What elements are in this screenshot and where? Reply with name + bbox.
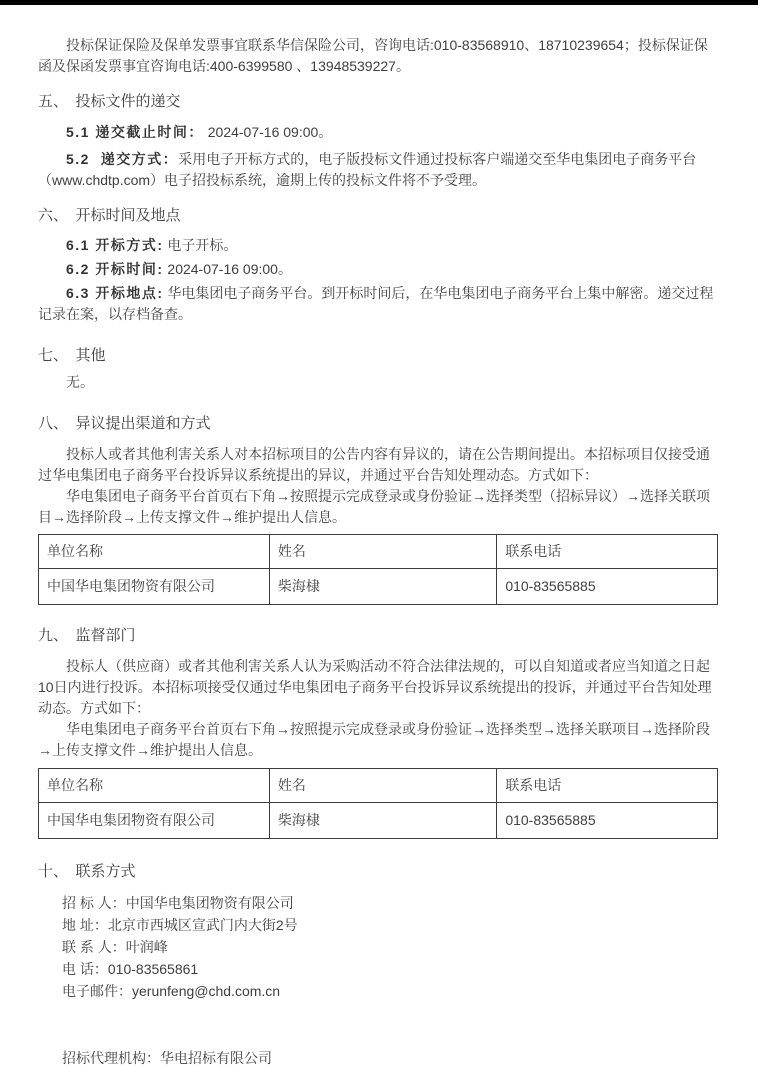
item-5-2 xyxy=(38,149,718,191)
document-content xyxy=(0,5,758,1069)
contact-value: 中国华电集团物资有限公司 xyxy=(125,895,294,911)
section-8-heading: 八、 异议提出渠道和方式 xyxy=(38,415,211,432)
table-cell-unit-name: 中国华电集团物资有限公司 xyxy=(39,803,270,839)
item-6-1-label: 6.1 开标方式: xyxy=(66,237,164,253)
contact-value: yerunfeng@chd.com.cn xyxy=(132,983,281,999)
contact-line-phone xyxy=(62,958,718,980)
item-5-2-value: 采用电子开标方式的，电子版投标文件通过投标客户端递交至华电集团电子商务平台（www.chdtp.com）电子招投标系统，逾期上传的投标文件将不予受理。 xyxy=(38,151,697,188)
contact-value: 北京市西城区宣武门内大街2号 xyxy=(107,917,298,933)
item-6-2-value: 2024-07-16 09:00。 xyxy=(163,261,292,277)
contact-info-block xyxy=(38,892,718,1002)
section-7-body: 无。 xyxy=(66,374,94,390)
section-6-heading: 六、 开标时间及地点 xyxy=(38,207,181,224)
contact-line-tenderer xyxy=(62,892,718,914)
item-6-1 xyxy=(38,235,718,256)
section-8-paragraph-1: 投标人或者其他利害关系人对本招标项目的公告内容有异议的，请在公告期间提出。本招标项目仅接受通过华电集团电子商务平台投诉异议系统提出的异议，并通过平台告知处理动态。方式如下： xyxy=(38,446,710,483)
item-5-1 xyxy=(38,122,718,143)
table-header-unit-name: 单位名称 xyxy=(39,769,270,803)
item-5-1-value: 2024-07-16 09:00。 xyxy=(203,124,333,140)
table-cell-phone: 010-83565885 xyxy=(497,569,718,605)
item-6-3-label: 6.3 开标地点: xyxy=(66,285,164,301)
section-5-heading: 五、 投标文件的递交 xyxy=(38,93,181,110)
item-6-2 xyxy=(38,259,718,280)
table-header-unit-name: 单位名称 xyxy=(39,535,270,569)
contact-line-address xyxy=(62,914,718,936)
table-row xyxy=(39,803,718,839)
contact-value: 010-83565861 xyxy=(107,961,199,977)
section-9-heading: 九、 监督部门 xyxy=(38,627,136,644)
objection-contact-table xyxy=(38,534,718,605)
section-7-heading: 七、 其他 xyxy=(38,347,106,364)
table-header-name: 姓名 xyxy=(269,769,496,803)
table-cell-name: 柴海棣 xyxy=(269,569,496,605)
section-9-paragraph-1: 投标人（供应商）或者其他利害关系人认为采购活动不符合法律法规的，可以自知道或者应当知道之日起10日内进行投诉。本招标项接受仅通过华电集团电子商务平台投诉异议系统提出的投诉，并通过平台告知处理动态。方式如下： xyxy=(38,658,712,716)
agency-line: 招标代理机构：华电招标有限公司 xyxy=(62,1050,272,1066)
contact-label: 招 标 人： xyxy=(62,895,126,911)
table-cell-name: 柴海棣 xyxy=(269,803,496,839)
section-9-paragraph-2: 华电集团电子商务平台首页右下角→按照提示完成登录或身份验证→选择类型→选择关联项目→选择阶段→上传支撑文件→维护提出人信息。 xyxy=(38,721,710,758)
intro-paragraph: 投标保证保险及保单发票事宜联系华信保险公司，咨询电话:010-83568910、18710239654；投标保证保函及保函发票事宜咨询电话:400-6399580 、13948539227。 xyxy=(38,37,708,74)
table-cell-unit-name: 中国华电集团物资有限公司 xyxy=(39,569,270,605)
table-header-row xyxy=(39,769,718,803)
contact-label: 地 址： xyxy=(62,917,108,933)
item-5-1-label: 5.1 递交截止时间： xyxy=(66,124,204,140)
section-8-paragraph-2: 华电集团电子商务平台首页右下角→按照提示完成登录或身份验证→选择类型（招标异议）→选择关联项目→选择阶段→上传支撑文件→维护提出人信息。 xyxy=(38,488,710,525)
contact-label: 电子邮件： xyxy=(62,983,132,999)
table-cell-phone: 010-83565885 xyxy=(497,803,718,839)
table-header-row xyxy=(39,535,718,569)
item-6-2-label: 6.2 开标时间: xyxy=(66,261,164,277)
contact-label: 电 话： xyxy=(62,961,108,977)
table-header-name: 姓名 xyxy=(269,535,496,569)
item-6-3 xyxy=(38,283,718,325)
contact-line-person xyxy=(62,936,718,958)
table-header-phone: 联系电话 xyxy=(497,535,718,569)
item-5-2-label: 5.2 递交方式： xyxy=(66,151,179,167)
contact-label: 联 系 人： xyxy=(62,939,126,955)
item-6-1-value: 电子开标。 xyxy=(163,237,238,253)
table-row xyxy=(39,569,718,605)
complaint-contact-table xyxy=(38,768,718,839)
item-6-3-value: 华电集团电子商务平台。到开标时间后，在华电集团电子商务平台上集中解密。递交过程记录在案，以存档备查。 xyxy=(38,285,714,322)
section-10-heading: 十、 联系方式 xyxy=(38,863,136,880)
table-header-phone: 联系电话 xyxy=(497,769,718,803)
contact-line-email xyxy=(62,980,718,1002)
contact-value: 叶润峰 xyxy=(125,939,168,955)
